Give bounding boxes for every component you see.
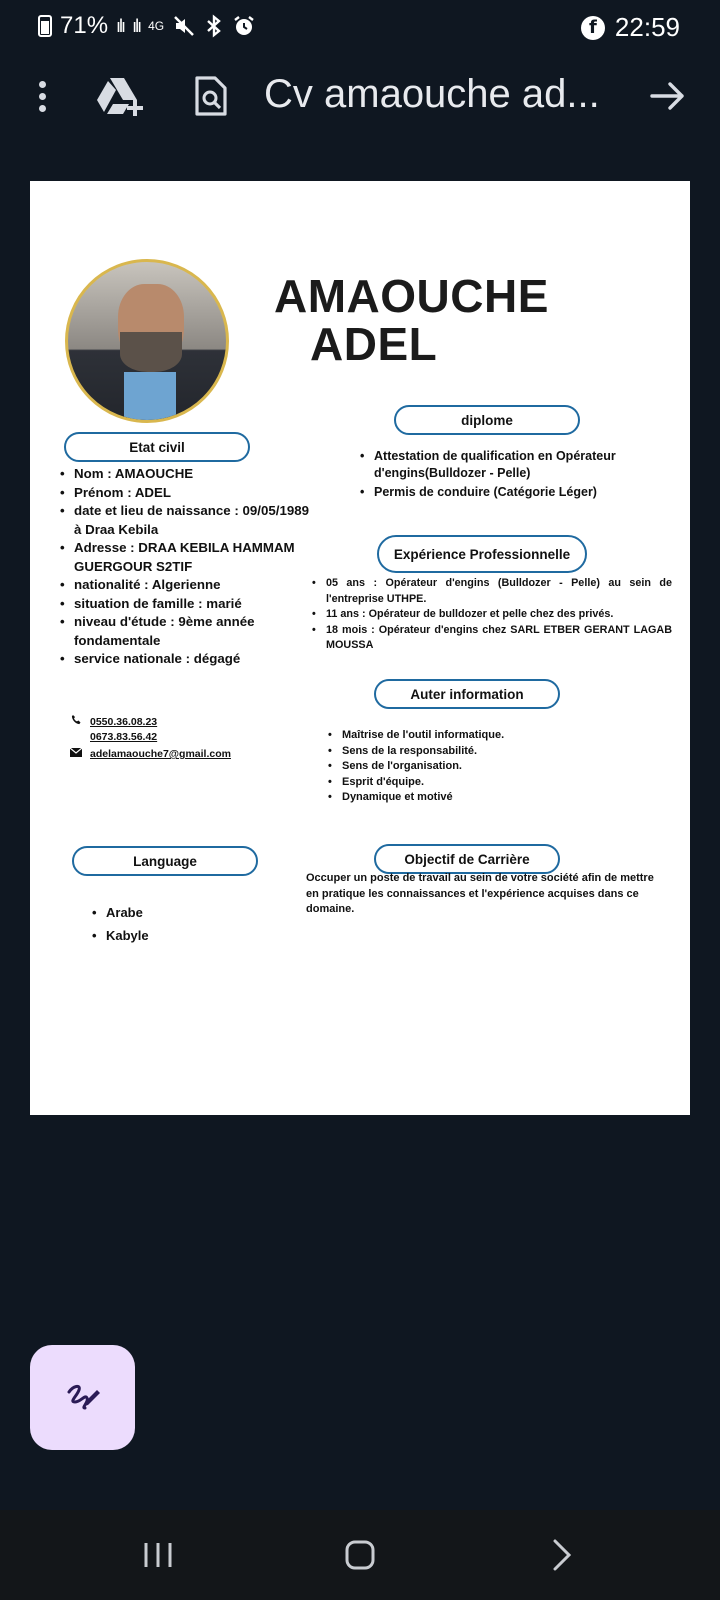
phone-number-2: 0673.83.56.42 [90,731,158,743]
alarm-icon [232,14,256,38]
arrow-right-icon [650,80,686,112]
list-item: • 05 ans : Opérateur d'engins (Bulldozer - Pelle) au sein de l'entreprise UTHPE. [312,576,672,607]
section-experience: Expérience Professionnelle [377,535,587,573]
contact-block [70,714,231,762]
find-in-document-button[interactable] [186,68,236,124]
recent-apps-button[interactable] [128,1532,188,1578]
drive-add-icon [97,76,143,116]
list-item: • Sens de la responsabilité. [328,744,588,760]
email-icon [70,747,82,762]
list-item: • Nom : AMAOUCHE [60,465,310,484]
document-title: Cv amaouche ad... [264,72,600,116]
battery-level: 71% [60,12,109,39]
email-link[interactable]: adelamaouche7@gmail.com [90,748,231,760]
facebook-icon: f [581,16,605,40]
recent-apps-icon [143,1541,173,1569]
signal-icon: ılı [116,15,125,36]
section-language: Language [72,846,258,876]
list-item: • Maîtrise de l'outil informatique. [328,728,588,744]
list-item: • Dynamique et motivé [328,790,588,806]
home-button[interactable] [330,1532,390,1578]
list-item: • 11 ans : Opérateur de bulldozer et pelle chez des privés. [312,607,672,623]
phone-icon [70,714,82,730]
list-item: • Prénom : ADEL [60,484,310,503]
list-item: • nationalité : Algerienne [60,576,310,595]
open-arrow-button[interactable] [640,68,696,124]
objective-text: Occuper un poste de travail au sein de votre société afin de mettre en pratique les connaissances et l'expérience acquises dans ce domaine. [306,872,654,916]
status-left [38,12,256,40]
document-search-icon [193,75,229,117]
viewer-toolbar [0,60,720,132]
section-other-info: Auter information [374,679,560,709]
list-item: • Sens de l'organisation. [328,759,588,775]
list-item: • Kabyle [92,924,242,947]
section-diplome: diplome [394,405,580,435]
cv-last-name: AMAOUCHE [274,270,549,322]
list-item: • Permis de conduire (Catégorie Léger) [360,484,660,501]
language-list [92,901,242,947]
list-item: • Esprit d'équipe. [328,775,588,791]
network-type: 4G [148,19,165,33]
phone-number-1: 0550.36.08.23 [90,715,158,728]
list-item: • 18 mois : Opérateur d'engins chez SARL ETBER GERANT LAGAB MOUSSA [312,623,672,654]
list-item: • Adresse : DRAA KEBILA HAMMAM GUERGOUR S2TIF [60,539,310,576]
pen-edit-icon [63,1378,103,1418]
list-item: • service nationale : dégagé [60,650,310,669]
more-options-button[interactable] [24,68,60,124]
cv-first-name: ADEL [310,318,438,370]
signal-icon-2: ılı [132,15,141,36]
other-info-list [328,728,588,806]
list-item: • Arabe [92,901,242,924]
more-vert-icon [39,81,46,112]
section-objective: Objectif de Carrière [374,844,560,874]
list-item: • niveau d'étude : 9ème année fondamentale [60,613,310,650]
profile-photo [65,259,229,423]
chevron-right-icon [551,1539,573,1571]
system-nav-bar [0,1510,720,1600]
section-etat-civil: Etat civil [64,432,250,462]
back-button[interactable] [532,1532,592,1578]
annotate-button[interactable] [30,1345,135,1450]
pdf-page[interactable] [30,181,690,1115]
status-right [581,12,680,43]
list-item: • situation de famille : marié [60,595,310,614]
home-icon [344,1539,376,1571]
diplome-list [360,448,660,503]
mute-icon [172,14,196,38]
experience-list [312,576,672,654]
add-to-drive-button[interactable] [92,68,148,124]
battery-icon [38,15,52,37]
etat-civil-list [60,465,310,669]
list-item: • date et lieu de naissance : 09/05/1989 à Draa Kebila [60,502,310,539]
status-bar [0,0,720,52]
list-item: • Attestation de qualification en Opérateur d'engins(Bulldozer - Pelle) [360,448,660,482]
clock: 22:59 [614,12,680,42]
bluetooth-icon [204,14,224,38]
